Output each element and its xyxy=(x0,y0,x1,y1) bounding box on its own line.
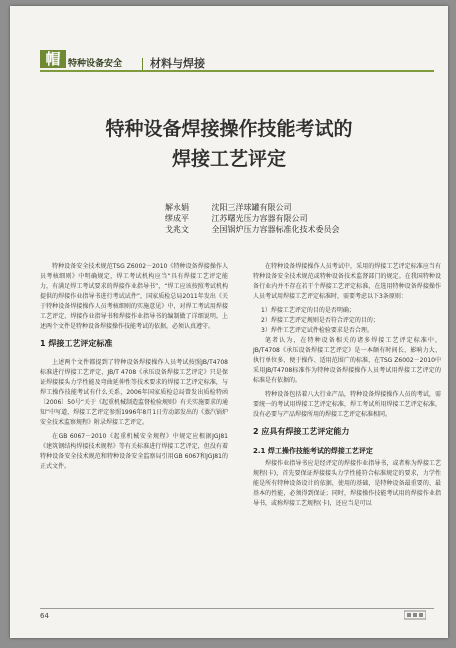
body-paragraph: 特种设备包括着八大行业产品，特种设备焊接操作人员的考试，需要统一的考试用焊接工艺评定标准，焊工考试所用焊接工艺评定标准，没有必要与产品焊接所用的焊接工艺评定标准相同。 xyxy=(253,391,441,418)
intro-paragraph: 特种设备安全技术规范TSG Z6002－2010《特种设备焊接操作人员考核细则》中明确规定，焊工考试机构应当“具有焊接工艺评定能力，有满足焊工考试要求的焊接作业指导书”，“焊工应该按照考试机构提供的焊接作业指导书进行考试试件”，国家质检总局2011年发出《关于特种设备焊接操作人员考核细则的实施意见》中，对焊工考试用焊接工艺评定、焊接作业指导书和焊接作业指导书的编制做了详细说明。上述两个文件是特种设备焊接操作技能考试的依据，必须认真遵守。 xyxy=(40,263,228,330)
body-paragraph: 在特种设备焊接操作人员考试中，采用的焊接工艺评定标准应当有特种设备安全技术规范或特种设备技术监督部门的规定。在我国特种设备行业内并不存在若干个焊接工艺评定标准，在选用特种设备焊接操作人员考试用焊接工艺评定标准时，需要考虑以下3条原则： xyxy=(253,263,441,300)
section-heading-2: 2 应具有焊接工艺评定能力 xyxy=(253,427,350,436)
header-rule xyxy=(40,70,434,72)
right-column xyxy=(253,262,441,513)
journal-logo: 帽 xyxy=(40,50,66,68)
header-separator xyxy=(142,58,143,70)
journal-page xyxy=(10,6,448,638)
list-item: 1）焊接工艺评定的目的是否明确； xyxy=(261,307,355,314)
left-column xyxy=(40,262,228,476)
author-affiliation: 沈阳三洋球罐有限公司 xyxy=(211,203,292,212)
body-paragraph: 焊接作业指导书应是经评定的焊接作业指导书，或者称为焊接工艺规程(卡)，首先要保证焊接接头力学性能符合标准规定的要求，力学性能是所有特种设备设计的依据，使用的基础，是特种设备最重要的、最基本的性能，必须得到保证；同时，焊接操作技能考试用的焊接作业指导书，或称焊接工艺规程(卡)，还应当是可以 xyxy=(253,460,441,507)
author-name: 戈兆文 xyxy=(165,225,189,234)
body-paragraph: 笔者认为，在特种设备相关的诸多焊接工艺评定标准中，JB/T4708《承压设备焊接工艺评定》是一本颇有时间长、影响力大、执行单位多、便于操作、适用范围广的标准，在TSG Z6002－2010中采用JB/T4708标准作为特种设备焊接操作人员考试用焊接工艺评定的标准是有依据的。 xyxy=(253,337,441,384)
body-paragraph: 上述两个文件都提到了特种设备焊接操作人员考试按照JB/T4708标准进行焊接工艺评定，JB/T 4708《承压设备焊接工艺评定》只是保证焊接接头力学性能及弯曲延伸性等技术要求的焊接工艺评定标准，与焊工操作技能考试有什么关系，2006年国家质检总局曾发出质检特函〔2006〕50号“关于《起重机械制造监督检验规则》有关实施要求的通知”中写道，焊接工艺评定参照1996年8月1日劳动部发出的《蒸汽锅炉安全技术监察规程》附录焊接工艺评定。 xyxy=(40,359,229,426)
column-title: 材料与焊接 xyxy=(150,57,205,70)
footer-rule xyxy=(40,608,434,609)
author-row xyxy=(165,224,340,235)
author-name: 缪成平 xyxy=(165,214,189,223)
author-affiliation: 全国锅炉压力容器标准化技术委员会 xyxy=(211,225,340,234)
list-item: 3）焊件工艺评定试件检验要求是否合理。 xyxy=(261,327,373,334)
author-affiliation: 江苏曙光压力容器有限公司 xyxy=(211,214,308,223)
page-number: 64 xyxy=(40,612,49,620)
author-list xyxy=(165,202,340,235)
body-paragraph: 在GB 6067－2010《起重机械安全规程》中规定应根据JGJ81《建筑钢结构焊接技术规程》等有关标准进行焊接工艺评定，但没有着特种设备安全技术规范和特种设备安全监察局引用GB 6067和JGJ81的正式文件。 xyxy=(40,433,228,470)
publisher-logo-icon xyxy=(404,610,426,620)
author-row xyxy=(165,202,340,213)
article-title-line-2: 焊接工艺评定 xyxy=(171,148,286,170)
author-name: 解永娟 xyxy=(165,203,189,212)
section-heading-1: 1 焊接工艺评定标准 xyxy=(40,339,113,348)
list-item: 2）焊接工艺评定规则是否符合评定的目的； xyxy=(261,317,379,324)
subsection-heading: 2.1 焊工操作技能考试的焊接工艺评定 xyxy=(253,447,373,455)
article-title-line-1: 特种设备焊接操作技能考试的 xyxy=(105,118,353,140)
author-row xyxy=(165,213,340,224)
section-tag: 特种设备安全 xyxy=(68,59,123,69)
